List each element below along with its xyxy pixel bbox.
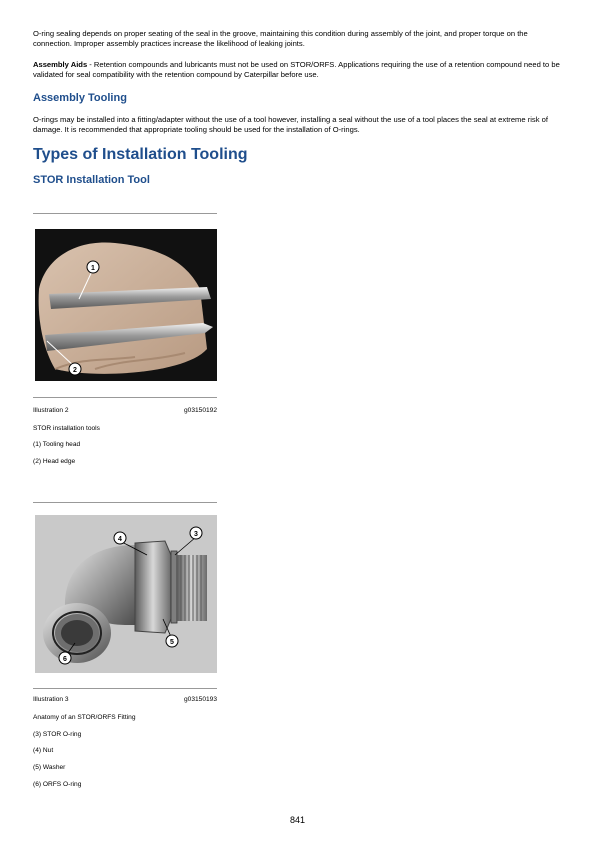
assembly-aids-paragraph xyxy=(33,60,563,80)
illustration2-top-rule xyxy=(33,213,217,214)
illustration2-title: STOR installation tools xyxy=(33,425,100,432)
illustration3-photo xyxy=(35,515,217,673)
stor-tools-image xyxy=(35,229,217,381)
callout-3-label: 3 xyxy=(194,531,198,538)
callout-4-label: 4 xyxy=(118,536,122,543)
callout-1-label: 1 xyxy=(91,265,95,272)
illustration2-bottom-rule xyxy=(33,397,217,398)
illustration2-item: (1) Tooling head xyxy=(33,441,81,448)
intro-paragraph: O-ring sealing depends on proper seating of the seal in the groove, maintaining this condition during assembly of the joint, and proper torque on the connection. Improper assembly practices increase the likelihood of leaking joints. xyxy=(33,29,528,49)
types-heading: Types of Installation Tooling xyxy=(33,146,248,163)
assembly-tooling-heading: Assembly Tooling xyxy=(33,92,127,104)
illustration2-item: (2) Head edge xyxy=(33,458,76,465)
illustration3-bottom-rule xyxy=(33,688,217,689)
illustration3-item: (4) Nut xyxy=(33,747,54,754)
illustration2-code: g03150192 xyxy=(183,407,217,414)
fitting-image xyxy=(35,515,217,673)
illustration3-item: (5) Washer xyxy=(33,764,66,771)
callout-5-label: 5 xyxy=(170,639,174,646)
illustration3-item: (3) STOR O-ring xyxy=(33,731,82,738)
illustration3-item: (6) ORFS O-ring xyxy=(33,781,82,788)
assembly-aids-text: - Retention compounds and lubricants must not be used on STOR/ORFS. Applications requiring the use of a retention compound need to be validated for seal compatibility with the retention compound by Caterpillar before use. xyxy=(33,60,560,80)
illustration3-title: Anatomy of an STOR/ORFS Fitting xyxy=(33,714,136,721)
illustration3-label: Illustration 3 xyxy=(33,696,69,703)
callout-2-label: 2 xyxy=(73,367,77,374)
assembly-tooling-paragraph: O-rings may be installed into a fitting/adapter without the use of a tool however, installing a seal without the use of a tool places the seal at extreme risk of damage. It is recommended that appropriate tooling should be used for the installation of O-rings. xyxy=(33,115,548,135)
illustration3-top-rule xyxy=(33,502,217,503)
illustration2-photo xyxy=(35,229,217,381)
callout-6-label: 6 xyxy=(63,656,67,663)
illustration2-label: Illustration 2 xyxy=(33,407,69,414)
page-number: 841 xyxy=(289,815,306,825)
stor-heading: STOR Installation Tool xyxy=(33,174,150,186)
assembly-aids-lead: Assembly Aids xyxy=(33,60,88,69)
illustration3-code: g03150193 xyxy=(183,696,217,703)
